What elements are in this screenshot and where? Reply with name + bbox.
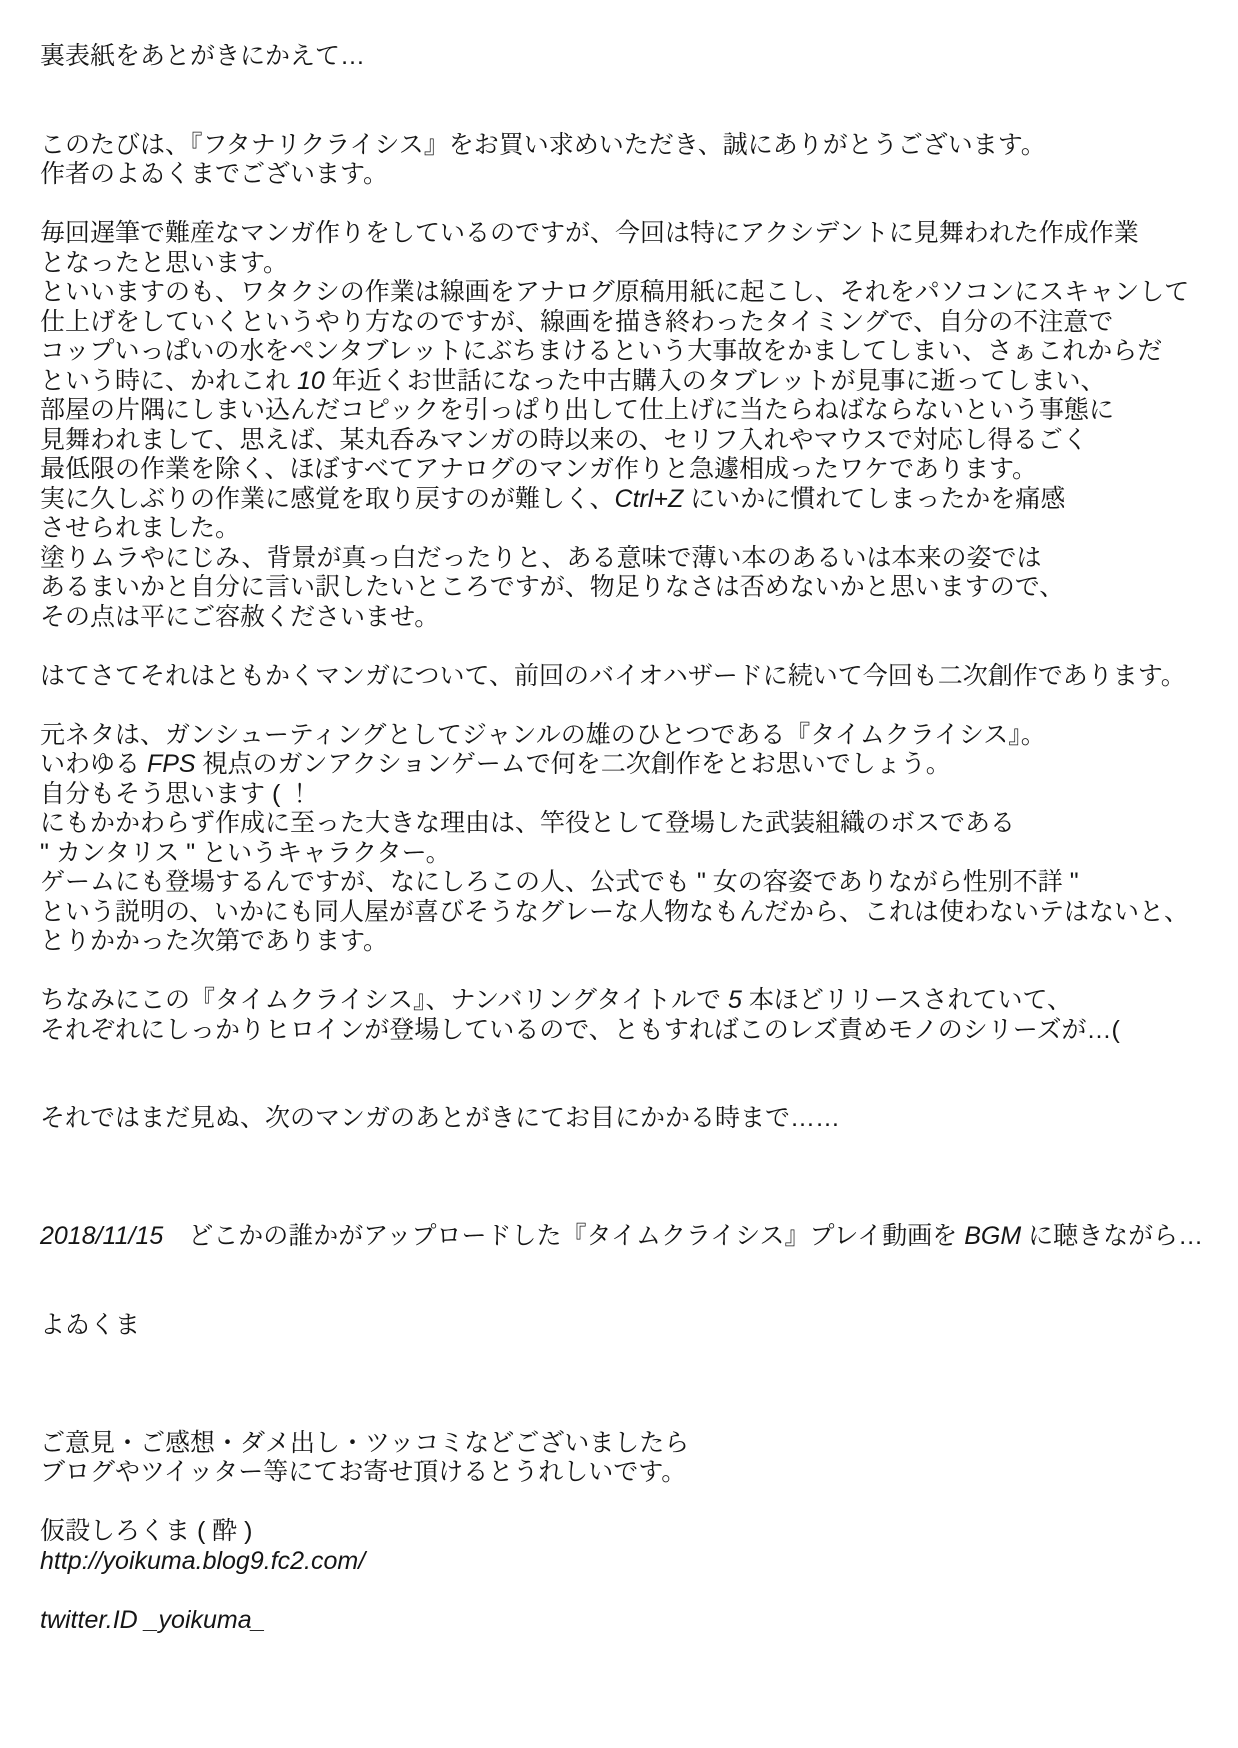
blank-line [40, 1163, 1224, 1193]
latin-text: 5 [727, 986, 742, 1014]
text-line: ゲームにも登場するんですが、なにしろこの人、公式でも " 女の容姿でありながら性別不詳 " [40, 868, 1079, 896]
text-line: 仕上げをしていくというやり方なのですが、線画を描き終わったタイミングで、自分の不注意で [40, 307, 1114, 336]
blank-line [40, 1370, 1224, 1400]
text-line: 実に久しぶりの作業に感覚を取り戻すのが難しく、Ctrl+Z にいかに慣れてしまったかを痛感 [40, 484, 1066, 513]
text-line: させられました。 [40, 514, 241, 542]
text-line: ちなみにこの『タイムクライシス』、ナンバリングタイトルで 5 本ほどリリースされていて、 [40, 986, 1073, 1014]
text-line: " カンタリス " というキャラクター。 [40, 838, 451, 867]
blank-line [40, 632, 1224, 662]
text-line: 最低限の作業を除く、ほぼすべてアナログのマンガ作りと急遽相成ったワケであります。 [40, 455, 1038, 483]
text-line: 仮設しろくま ( 酔 ) [40, 1517, 253, 1545]
text-line: にもかかわらず作成に至った大きな理由は、竿役として登場した武装組織のボスである [40, 809, 1016, 837]
text-line: 裏表紙をあとがきにかえて… [40, 42, 366, 70]
text-line: コップいっぱいの水をペンタブレットにぶちまけるという大事故をかましてしまい、さぁこれからだ [40, 337, 1163, 365]
latin-text: BGM [964, 1222, 1022, 1250]
text-line: ブログやツイッター等にてお寄せ頂けるとうれしいです。 [40, 1458, 687, 1486]
document-body [40, 42, 1224, 1635]
blank-line [40, 72, 1224, 102]
text-line: 作者のよゐくまでございます。 [40, 160, 389, 188]
text-line: という時に、かれこれ 10 年近くお世話になった中古購入のタブレットが見事に逝ってしまい、 [40, 366, 1106, 395]
blank-line [40, 691, 1224, 721]
blank-line [40, 1252, 1224, 1282]
text-line: 見舞われまして、思えば、某丸呑みマンガの時以来の、セリフ入れやマウスで対応し得るごく [40, 425, 1088, 454]
blank-line [40, 1075, 1224, 1105]
latin-text: FPS [146, 750, 196, 778]
latin-text: 2018/11/15 [40, 1222, 164, 1250]
blank-line [40, 1193, 1224, 1223]
text-line: それではまだ見ぬ、次のマンガのあとがきにてお目にかかる時まで…… [40, 1104, 841, 1132]
text-line [40, 1547, 1224, 1577]
text-line: 元ネタは、ガンシューティングとしてジャンルの雄のひとつである『タイムクライシス』。 [40, 720, 1046, 749]
blank-line [40, 957, 1224, 987]
text-line: となったと思います。 [40, 248, 289, 277]
text-line: はてさてそれはともかくマンガについて、前回のバイオハザードに続いて今回も二次創作であります。 [40, 661, 1186, 690]
latin-text: twitter.ID [40, 1605, 138, 1634]
latin-text: _yoikuma_ [144, 1605, 266, 1634]
text-line: あるまいかと自分に言い訳したいところですが、物足りなさは否めないかと思いますので、 [40, 573, 1065, 601]
text-line: 部屋の片隅にしまい込んだコピックを引っぱり出して仕上げに当たらねばならないという事態に [40, 396, 1115, 424]
text-line: という説明の、いかにも同人屋が喜びそうなグレーな人物なもんだから、これは使わないテはないと、 [40, 897, 1190, 926]
text-line: いわゆる FPS 視点のガンアクションゲームで何を二次創作をとお思いでしょう。 [40, 750, 951, 778]
blank-line [40, 1281, 1224, 1311]
text-line: 毎回遅筆で難産なマンガ作りをしているのですが、今回は特にアクシデントに見舞われた作成作業 [40, 219, 1139, 247]
text-line: とりかかった次第であります。 [40, 927, 389, 955]
text-line [40, 1606, 1224, 1636]
text-line: ご意見・ご感想・ダメ出し・ツッコミなどございましたら [40, 1428, 690, 1457]
text-line: それぞれにしっかりヒロインが登場しているので、ともすればこのレズ責めモノのシリーズが…( [40, 1015, 1120, 1044]
latin-text: http://yoikuma.blog9.fc2.com/ [40, 1546, 366, 1575]
text-line: といいますのも、ワタクシの作業は線画をアナログ原稿用紙に起こし、それをパソコンにスキャンして [40, 278, 1190, 306]
text-line: よゐくま [40, 1310, 141, 1339]
text-line: 2018/11/15 どこかの誰かがアップロードした『タイムクライシス』プレイ動画を BGM に聴きながら… [40, 1222, 1204, 1250]
blank-line [40, 1399, 1224, 1429]
blank-line [40, 1340, 1224, 1370]
blank-line [40, 1576, 1224, 1606]
latin-text: Ctrl+Z [614, 484, 684, 513]
blank-line [40, 190, 1224, 220]
text-line: その点は平にご容赦くださいませ。 [40, 602, 440, 631]
blank-line [40, 1045, 1224, 1075]
blank-line [40, 1134, 1224, 1164]
blank-line [40, 1488, 1224, 1518]
text-line: 塗りムラやにじみ、背景が真っ白だったりと、ある意味で薄い本のあるいは本来の姿では [40, 543, 1042, 572]
text-line: 自分もそう思います ( ！ [40, 779, 313, 808]
text-line: このたびは、『フタナリクライシス』をお買い求めいただき、誠にありがとうございます。 [40, 130, 1046, 159]
latin-text: 10 [296, 366, 325, 395]
blank-line [40, 101, 1224, 131]
